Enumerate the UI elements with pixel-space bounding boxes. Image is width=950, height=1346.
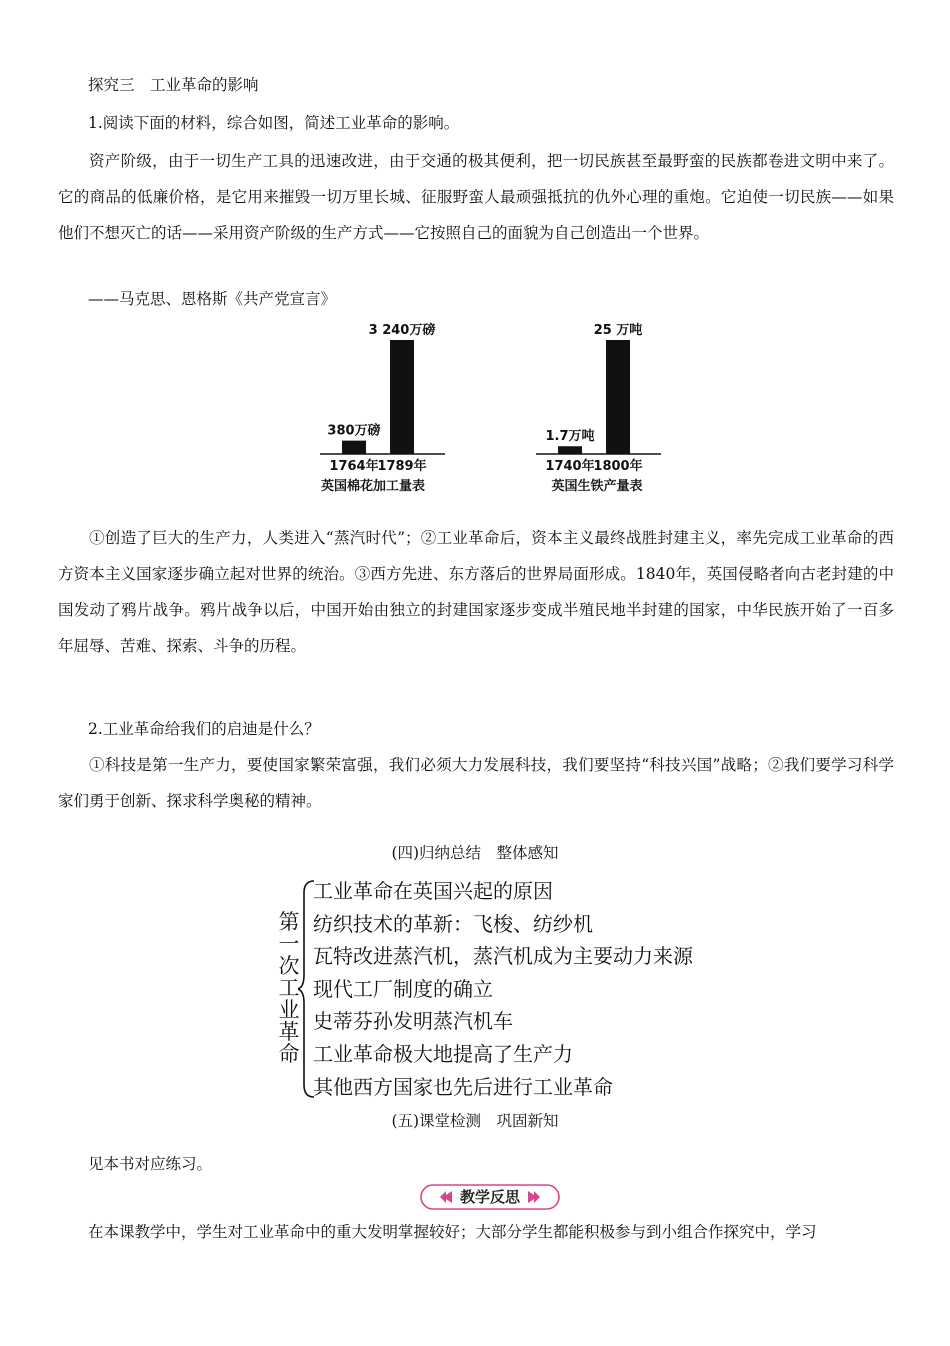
- chart-title: 英国棉花加工量表: [320, 479, 426, 494]
- summary-title-char: 业: [278, 998, 300, 1022]
- summary-title-char: 次: [278, 954, 300, 978]
- summary-item: 现代工厂制度的确立: [313, 976, 493, 1001]
- summary-title-char: 革: [278, 1020, 300, 1044]
- summary-title-char: 一: [278, 932, 300, 956]
- summary-5-text: 见本书对应练习。: [88, 1155, 213, 1173]
- summary-5-heading: (五)课堂检测 巩固新知: [391, 1112, 559, 1130]
- chart-cotton: [320, 322, 445, 494]
- summary-item: 瓦特改进蒸汽机，蒸汽机成为主要动力来源: [313, 944, 693, 969]
- summary-item: 史蒂芬孙发明蒸汽机车: [313, 1009, 513, 1034]
- bar: [606, 340, 630, 454]
- reflection-badge: [420, 1183, 560, 1213]
- category-label: 1800年: [593, 459, 643, 474]
- data-label: 380万磅: [327, 423, 381, 439]
- bar: [558, 446, 582, 454]
- chart-iron: [536, 323, 661, 494]
- summary-items: [313, 875, 693, 1103]
- section-heading: 探究三 工业革命的影响: [88, 76, 259, 94]
- data-label: 3 240万磅: [368, 323, 436, 338]
- category-label: 1789年: [377, 459, 427, 474]
- bar: [390, 340, 414, 454]
- bar-charts: [0, 322, 950, 502]
- category-label: 1764年: [329, 459, 379, 474]
- question-1: 1.阅读下面的材料，综合如图，简述工业革命的影响。: [88, 114, 460, 132]
- summary-title-char: 命: [278, 1042, 300, 1066]
- answer-2-paragraph: ①科技是第一生产力，要使国家繁荣富强，我们必须大力发展科技，我们要坚持“科技兴国”战略；②我们要学习科学家们勇于创新、探求科学奥秘的精神。: [58, 756, 894, 810]
- reflection-text: 在本课教学中，学生对工业革命中的重大发明掌握较好；大部分学生都能积极参与到小组合作探究中，学习: [88, 1223, 817, 1241]
- summary-item: 工业革命极大地提高了生产力: [313, 1041, 573, 1066]
- summary-item: 其他西方国家也先后进行工业革命: [313, 1074, 613, 1099]
- data-label: 25 万吨: [593, 323, 643, 338]
- material-source: ——马克思、恩格斯《共产党宣言》: [88, 290, 337, 308]
- answer-1-paragraph: ①创造了巨大的生产力，人类进入“蒸汽时代”；②工业革命后，资本主义最终战胜封建主义，率先完成工业革命的西方资本主义国家逐步确立起对世界的统治。③西方先进、东方落后的世界局面形成。1840年，英国侵略者向古老封建的中国发动了鸦片战争。鸦片战争以后，中国开始由独立的封建国家逐步变成半殖民地半封建的国家，中华民族开始了一百多年屈辱、苦难、探索、斗争的历程。: [58, 529, 894, 655]
- bar: [342, 441, 366, 454]
- badge-label: 教学反思: [459, 1188, 520, 1206]
- summary-title: [278, 911, 300, 1065]
- summary-title-char: 工: [278, 976, 300, 1000]
- summary-4-heading: (四)归纳总结 整体感知: [391, 844, 559, 862]
- summary-item: 纺织技术的革新：飞梭、纺纱机: [313, 911, 593, 936]
- chart-title: 英国生铁产量表: [551, 479, 643, 494]
- category-label: 1740年: [545, 459, 595, 474]
- summary-item: 工业革命在英国兴起的原因: [313, 879, 553, 903]
- summary-title-char: 第: [278, 910, 300, 934]
- summary-diagram: [268, 875, 728, 1105]
- data-label: 1.7万吨: [545, 429, 595, 445]
- question-2: 2.工业革命给我们的启迪是什么？: [88, 720, 320, 738]
- material-paragraph: 资产阶级，由于一切生产工具的迅速改进，由于交通的极其便利，把一切民族甚至最野蛮的民族都卷进文明中来了。它的商品的低廉价格，是它用来摧毁一切万里长城、征服野蛮人最顽强抵抗的仇外心理的重炮。它迫使一切民族——如果他们不想灭亡的话——采用资产阶级的生产方式——它按照自己的面貌为自己创造出一个世界。: [58, 152, 894, 242]
